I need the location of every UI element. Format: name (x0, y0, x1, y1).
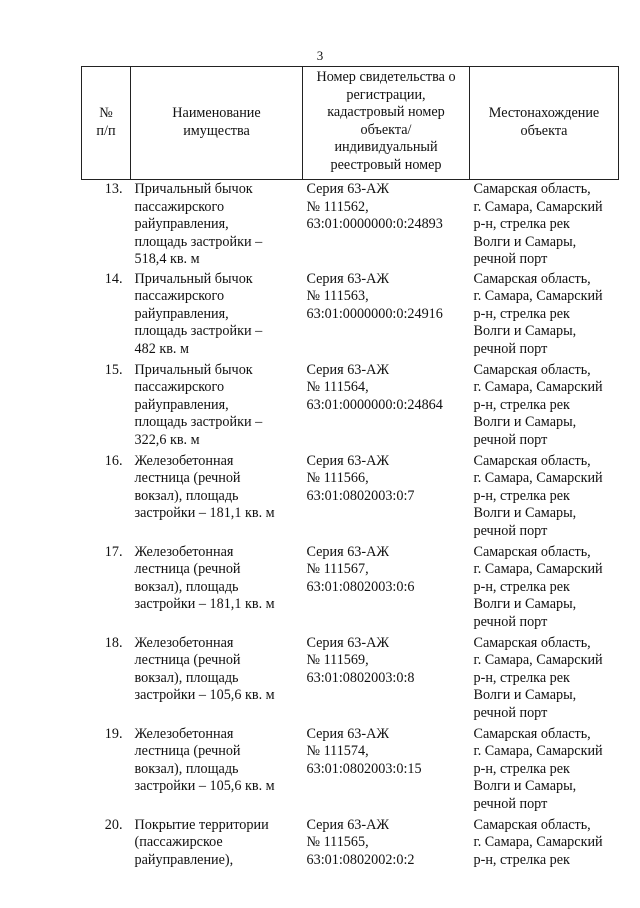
header-certificate-line: реестровый номер (330, 156, 442, 173)
object-location-line: речной порт (473, 431, 548, 448)
property-name-line: вокзал), площадь (134, 487, 239, 504)
property-name-line: 322,6 кв. м (134, 431, 200, 448)
property-name-cell (131, 362, 303, 453)
registration-number-line: Серия 63-АЖ (306, 270, 390, 287)
registration-number-line: № 111567, (306, 561, 369, 578)
property-name-line: пассажирского (134, 379, 225, 396)
row-number: 15. (104, 361, 123, 378)
table-row (82, 271, 619, 362)
object-location-line: Самарская область, (473, 543, 591, 560)
property-name-line: застройки – 105,6 кв. м (134, 687, 275, 704)
property-name-cell (131, 180, 303, 271)
property-name-line: вокзал), площадь (134, 760, 239, 777)
registration-number-line: № 111574, (306, 743, 369, 760)
object-location-line: р-н, стрелка рек (473, 305, 570, 322)
property-name-cell (131, 726, 303, 817)
registration-number-line: 63:01:0802003:0:15 (306, 760, 422, 777)
object-location-cell (470, 453, 619, 544)
registration-number-cell (303, 817, 470, 908)
header-certificate-line: индивидуальный (334, 139, 438, 156)
property-name-line: Железобетонная (134, 634, 234, 651)
registration-number-cell (303, 726, 470, 817)
registration-number-line: № 111565, (306, 834, 369, 851)
header-certificate-line: Номер свидетельства о (316, 69, 456, 85)
registration-number-line: № 111569, (306, 652, 369, 669)
object-location-cell (470, 635, 619, 726)
object-location-line: Волги и Самары, (473, 414, 577, 431)
property-name-line: пассажирского (134, 198, 225, 215)
property-name-cell (131, 817, 303, 908)
object-location-line: речной порт (473, 522, 548, 539)
registration-number-line: № 111563, (306, 288, 369, 305)
object-location-line: р-н, стрелка рек (473, 669, 570, 686)
table-row (82, 362, 619, 453)
header-location (470, 67, 619, 180)
object-location-line: речной порт (473, 251, 548, 268)
object-location-line: Самарская область, (473, 634, 591, 651)
property-name-line: райуправления, (134, 305, 229, 322)
header-name (131, 67, 303, 180)
object-location-line: Волги и Самары, (473, 778, 577, 795)
header-certificate (303, 67, 470, 180)
property-name-cell (131, 271, 303, 362)
property-name-line: 482 кв. м (134, 340, 189, 357)
object-location-line: г. Самара, Самарский (473, 198, 603, 215)
object-location-line: Самарская область, (473, 361, 591, 378)
property-register-table (81, 66, 619, 908)
object-location-line: р-н, стрелка рек (473, 578, 570, 595)
header-name-line: Наименование (172, 105, 261, 122)
property-name-cell (131, 635, 303, 726)
property-name-cell (131, 544, 303, 635)
property-name-cell (131, 453, 303, 544)
object-location-cell (470, 271, 619, 362)
header-name-line: имущества (183, 123, 250, 139)
property-name-line: Покрытие территории (134, 816, 269, 833)
object-location-line: г. Самара, Самарский (473, 743, 603, 760)
object-location-line: Волги и Самары, (473, 323, 577, 340)
table-row (82, 180, 619, 271)
row-number: 18. (104, 634, 123, 651)
property-name-line: Железобетонная (134, 543, 234, 560)
header-number-line: № (99, 105, 113, 122)
registration-number-cell (303, 453, 470, 544)
header-certificate-line: кадастровый номер (327, 104, 445, 121)
object-location-cell (470, 726, 619, 817)
object-location-line: речной порт (473, 795, 548, 812)
row-number: 20. (104, 816, 123, 833)
property-name-line: райуправления, (134, 216, 229, 233)
object-location-line: Волги и Самары, (473, 233, 577, 250)
registration-number-line: Серия 63-АЖ (306, 634, 390, 651)
property-name-line: вокзал), площадь (134, 669, 239, 686)
registration-number-cell (303, 180, 470, 271)
property-name-line: Железобетонная (134, 725, 234, 742)
row-number: 14. (104, 270, 123, 287)
object-location-line: г. Самара, Самарский (473, 834, 603, 851)
registration-number-line: Серия 63-АЖ (306, 816, 390, 833)
object-location-line: Волги и Самары, (473, 687, 577, 704)
registration-number-line: 63:01:0000000:0:24893 (306, 216, 443, 233)
header-certificate-line: объекта/ (360, 121, 412, 138)
header-number (82, 67, 131, 180)
property-name-line: пассажирского (134, 288, 225, 305)
registration-number-line: Серия 63-АЖ (306, 361, 390, 378)
object-location-line: г. Самара, Самарский (473, 652, 603, 669)
registration-number-line: № 111564, (306, 379, 369, 396)
property-name-line: площадь застройки – (134, 323, 263, 340)
row-number: 19. (104, 725, 123, 742)
property-name-line: Причальный бычок (134, 361, 253, 378)
property-name-line: застройки – 181,1 кв. м (134, 505, 275, 522)
header-location-line: объекта (520, 123, 568, 139)
registration-number-line: Серия 63-АЖ (306, 725, 390, 742)
table-row (82, 817, 619, 908)
row-number: 17. (104, 543, 123, 560)
page-number: 3 (316, 48, 324, 63)
property-name-line: лестница (речной (134, 652, 241, 669)
property-name-line: лестница (речной (134, 470, 241, 487)
object-location-line: г. Самара, Самарский (473, 379, 603, 396)
registration-number-line: 63:01:0802003:0:7 (306, 487, 415, 504)
property-name-line: райуправления, (134, 396, 229, 413)
object-location-line: речной порт (473, 704, 548, 721)
object-location-line: р-н, стрелка рек (473, 216, 570, 233)
property-name-line: вокзал), площадь (134, 578, 239, 595)
registration-number-cell (303, 544, 470, 635)
registration-number-line: 63:01:0000000:0:24916 (306, 305, 443, 322)
object-location-cell (470, 362, 619, 453)
table-row (82, 635, 619, 726)
property-name-line: застройки – 181,1 кв. м (134, 596, 275, 613)
property-name-line: площадь застройки – (134, 233, 263, 250)
property-name-line: лестница (речной (134, 743, 241, 760)
object-location-line: Самарская область, (473, 270, 591, 287)
registration-number-cell (303, 362, 470, 453)
property-name-line: застройки – 105,6 кв. м (134, 778, 275, 795)
row-number: 13. (104, 181, 123, 197)
registration-number-line: Серия 63-АЖ (306, 452, 390, 469)
object-location-line: Самарская область, (473, 725, 591, 742)
registration-number-line: Серия 63-АЖ (306, 181, 390, 197)
property-name-line: Причальный бычок (134, 181, 253, 197)
row-number: 16. (104, 452, 123, 469)
table-row (82, 726, 619, 817)
property-name-line: (пассажирское (134, 834, 223, 851)
object-location-line: г. Самара, Самарский (473, 561, 603, 578)
object-location-cell (470, 180, 619, 271)
object-location-line: Волги и Самары, (473, 505, 577, 522)
property-name-line: Причальный бычок (134, 270, 253, 287)
header-number-line: п/п (96, 123, 116, 139)
object-location-line: речной порт (473, 613, 548, 630)
table-row (82, 453, 619, 544)
property-name-line: 518,4 кв. м (134, 251, 200, 268)
registration-number-line: 63:01:0802002:0:2 (306, 851, 415, 868)
object-location-cell (470, 817, 619, 908)
property-name-line: райуправление), (134, 851, 234, 868)
table-row (82, 544, 619, 635)
object-location-line: р-н, стрелка рек (473, 851, 570, 868)
registration-number-line: № 111562, (306, 198, 369, 215)
object-location-line: Самарская область, (473, 181, 591, 197)
object-location-line: Самарская область, (473, 816, 591, 833)
object-location-line: г. Самара, Самарский (473, 288, 603, 305)
object-location-line: г. Самара, Самарский (473, 470, 603, 487)
object-location-line: Волги и Самары, (473, 596, 577, 613)
object-location-line: Самарская область, (473, 452, 591, 469)
object-location-line: р-н, стрелка рек (473, 396, 570, 413)
property-name-line: лестница (речной (134, 561, 241, 578)
object-location-cell (470, 544, 619, 635)
property-name-line: площадь застройки – (134, 414, 263, 431)
registration-number-line: 63:01:0000000:0:24864 (306, 396, 443, 413)
object-location-line: р-н, стрелка рек (473, 487, 570, 504)
object-location-line: речной порт (473, 340, 548, 357)
header-location-line: Местонахождение (488, 105, 600, 122)
registration-number-line: № 111566, (306, 470, 369, 487)
table-body (82, 180, 619, 908)
registration-number-cell (303, 635, 470, 726)
property-name-line: Железобетонная (134, 452, 234, 469)
table-header-row (82, 67, 619, 180)
registration-number-line: 63:01:0802003:0:6 (306, 578, 415, 595)
registration-number-line: 63:01:0802003:0:8 (306, 669, 415, 686)
header-certificate-line: регистрации, (346, 86, 426, 103)
object-location-line: р-н, стрелка рек (473, 760, 570, 777)
registration-number-cell (303, 271, 470, 362)
registration-number-line: Серия 63-АЖ (306, 543, 390, 560)
